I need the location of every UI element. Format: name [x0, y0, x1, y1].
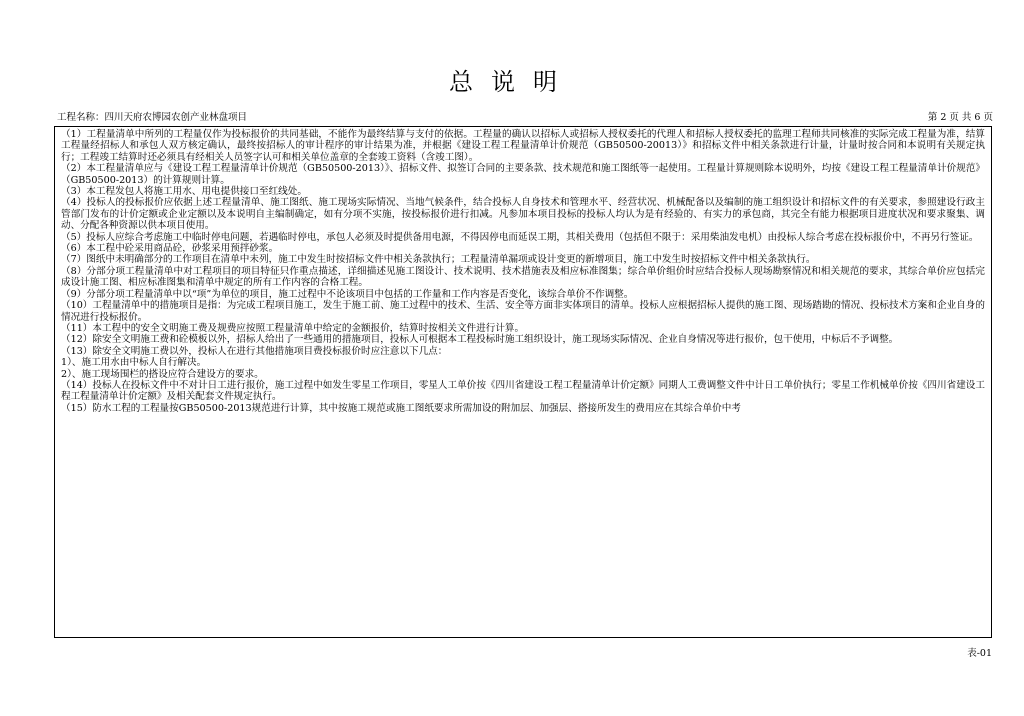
- description-paragraph: （4）投标人的投标报价应依据上述工程量清单、施工图纸、施工现场实际情况、当地气候条件，结合投标人自身技术和管理水平、经营状况、机械配备以及编制的施工组织设计和招标文件的有关要求，参照建设行政主管部门发布的计价定额或企业定额以及本说明自主编制确定，如有分项不实施，按投标报价进行扣减。凡参加本项目投标的投标人均认为是有经验的、有实力的承包商，其完全有能力根据项目进度状况和要求聚集、调动、分配各种资源以供本项目使用。: [61, 197, 985, 232]
- description-paragraph: （10）工程量清单中的措施项目是指：为完成工程项目施工，发生于施工前、施工过程中的技术、生活、安全等方面非实体项目的清单。投标人应根据招标人提供的施工图、现场踏勘的情况、投标技术方案和企业自身的情况进行投标报价。: [61, 300, 985, 323]
- description-paragraph: （8）分部分项工程量清单中对工程项目的项目特征只作重点描述，详细描述见施工图设计、技术说明、技术措施表及相应标准图集；综合单价组价时应结合投标人现场勘察情况和相关规范的要求，其综合单价应包括完成设计施工图、相应标准图集和清单中规定的所有工作内容的合格工程。: [61, 265, 985, 289]
- description-paragraph: （15）防水工程的工程量按GB50500-2013规范进行计算，其中按施工规范或施工图纸要求所需加设的附加层、加强层、搭接所发生的费用应在其综合单价中考: [61, 402, 741, 414]
- description-paragraph: （14）投标人在投标文件中不对计日工进行报价，施工过程中如发生零星工作项目，零星人工单价按《四川省建设工程工程量清单计价定额》同期人工费调整文件中计日工单价执行；零星工作机械单价按《四川省建设工程工程量清单计价定额》及相关配套文件规定执行。: [61, 379, 985, 403]
- description-paragraph: （1）工程量清单中所列的工程量仅作为投标报价的共同基础，不能作为最终结算与支付的依据。工程量的确认以招标人或招标人授权委托的代理人和招标人授权委托的监理工程师共同核准的实际完成工程量为准，结算工程量经招标人和承包人双方核定确认，最终按招标人的审计程序的审计结果为准，并根据《建设工程工程量清单计价规范（GB50500-20013）》和招标文件中相关条款进行计量，计量时按合同和本说明有关规定执行；工程竣工结算时还必须具有经相关人员签字认可和相关单位盖章的全套竣工资料（含竣工图）。: [61, 129, 985, 163]
- description-list-item: 2）、施工现场围栏的搭设应符合建设方的要求。: [61, 368, 264, 380]
- project-name-line: [57, 112, 247, 124]
- project-name-label: 工程名称：: [57, 112, 105, 123]
- description-body: [55, 127, 991, 414]
- page-title: 总说明: [449, 68, 575, 96]
- form-code: 表-01: [967, 648, 992, 659]
- description-frame: [54, 126, 992, 638]
- project-name-value: 四川天府农博园农创产业林盘项目: [104, 112, 248, 123]
- description-paragraph: （7）图纸中未明确部分的工作项目在清单中未列，施工中发生时按招标文件中相关条款执行；工程量清单漏项或设计变更的新增项目，施工中发生时按招标文件中相关条款执行。: [61, 254, 816, 266]
- description-paragraph: （5）投标人应综合考虑施工中临时停电问题，若遇临时停电，承包人必须及时提供备用电源，不得因停电而延误工期，其相关费用（包括但不限于：采用柴油发电机）由投标人综合考虑在投标报价中，不再另行签证。: [61, 231, 979, 243]
- page-indicator: 第 2 页 共 6 页: [927, 112, 993, 123]
- description-paragraph: （11）本工程中的安全文明施工费及规费应按照工程量清单中给定的金额报价，结算时按相关文件进行计算。: [61, 322, 525, 334]
- description-paragraph: （12）除安全文明施工费和砼模板以外，招标人给出了一些通用的措施项目，投标人可根据本工程投标时施工组织设计，施工现场实际情况、企业自身情况等进行报价，包干使用，中标后不予调整。: [61, 334, 899, 346]
- description-paragraph: （13）除安全文明施工费以外，投标人在进行其他措施项目费投标报价时应注意以下几点：: [61, 345, 448, 357]
- description-paragraph: （9）分部分项工程量清单中以“项”为单位的项目，施工过程中不论该项目中包括的工作量和工作内容是否变化，该综合单价不作调整。: [61, 288, 634, 300]
- description-paragraph: （6）本工程中砼采用商品砼，砂浆采用预拌砂浆。: [61, 243, 279, 255]
- description-paragraph: （2）本工程量清单应与《建设工程工程量清单计价规范（GB50500-2013）》、招标文件、拟签订合同的主要条款、技术规范和施工图纸等一起使用。工程量计算规则除本说明外，均按《建设工程工程量清单计价规范》（GB50500-2013）的计算规则计算。: [61, 163, 985, 186]
- description-paragraph: （3）本工程发包人将施工用水、用电提供接口至红线处。: [61, 186, 307, 198]
- description-list-item: 1）、施工用水由中标人自行解决。: [61, 357, 207, 369]
